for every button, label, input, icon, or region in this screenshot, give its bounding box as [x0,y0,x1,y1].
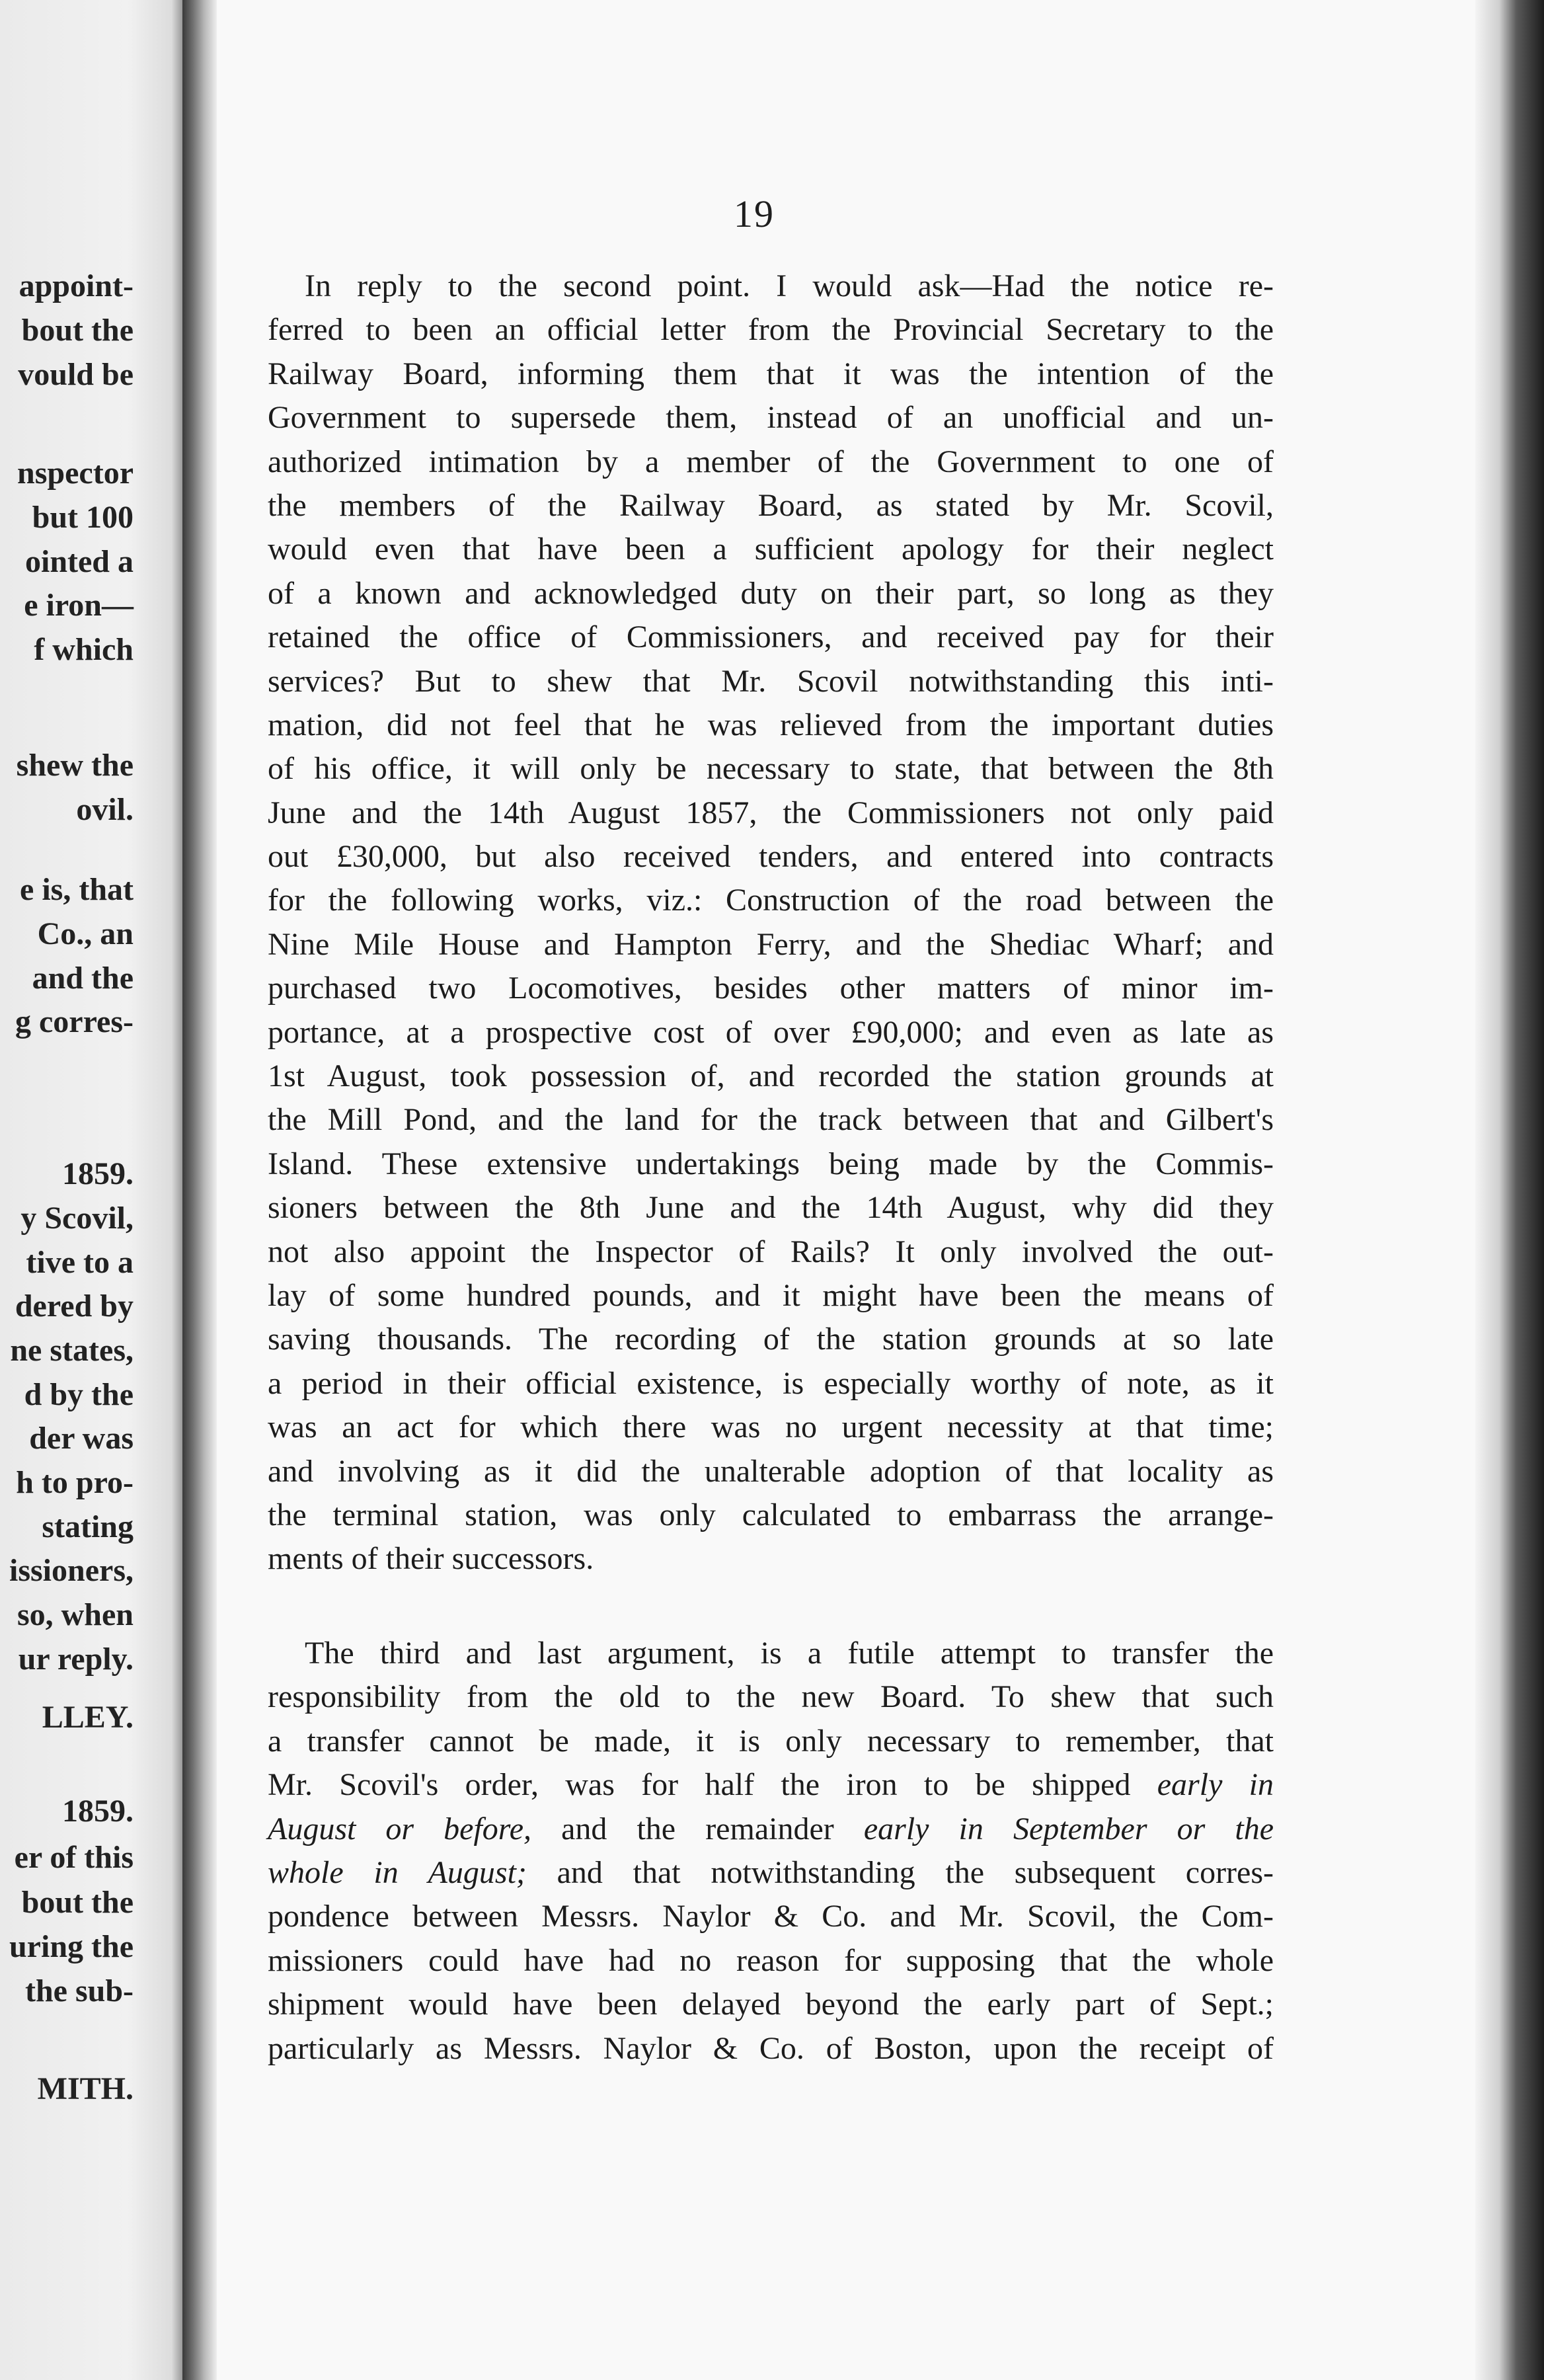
page-number: 19 [734,192,775,235]
right-page-edge [1475,0,1544,2380]
text-line [268,1763,1274,1807]
left-page-line: d by the [24,1377,134,1412]
text-line: a period in their official existence, is especially worthy of note, as it [268,1365,1274,1401]
text-line: of his office, it will only be necessary to state, that between the 8th [268,751,1274,787]
left-page-line: y Scovil, [20,1201,134,1236]
text-line: particularly as Messrs. Naylor & Co. of Boston, upon the receipt of [268,2030,1274,2066]
text-line: portance, at a prospective cost of over £90,000; and even as late as [268,1014,1274,1050]
text-line [268,1851,1274,1895]
text-line: authorized intimation by a member of the Government to one of [268,444,1274,479]
left-page-line: er of this [14,1840,134,1875]
text-line: lay of some hundred pounds, and it might have been the means of [268,1277,1274,1313]
text-line: ferred to been an official letter from the Provincial Secretary to the [268,312,1274,348]
text-line: June and the 14th August 1857, the Commissioners not only paid [268,795,1274,830]
text-line: retained the office of Commissioners, and received pay for their [268,619,1274,655]
text-line: Railway Board, informing them that it was the intention of the [268,356,1274,391]
text-line: of a known and acknowledged duty on their part, so long as they [268,575,1274,611]
italic-run: August or before, [268,1811,532,1846]
left-page-line: stating [42,1509,134,1544]
left-page-line: der was [29,1421,134,1456]
left-page-line: appoint- [19,268,134,303]
left-page-line: issioners, [9,1553,134,1588]
text-line: the members of the Railway Board, as stated by Mr. Scovil, [268,487,1274,523]
text-line: shipment would have been delayed beyond the early part of Sept.; [268,1987,1274,2022]
paragraph-third-argument [268,1632,1274,2071]
text-line: and involving as it did the unalterable adoption of that locality as [268,1453,1274,1489]
left-page-line: ur reply. [18,1642,134,1677]
text-line [268,1807,1274,1851]
left-page-line: uring the [9,1929,134,1964]
left-page-line: tive to a [26,1245,134,1280]
left-page-line: 1859. [62,1156,134,1191]
left-page-line: LLEY. [42,1700,134,1735]
text-line: 1st August, took possession of, and recorded the station grounds at [268,1058,1274,1094]
text-line: pondence between Messrs. Naylor & Co. and Mr. Scovil, the Com- [268,1899,1274,1934]
text-line: In reply to the second point. I would ask—Had the notice re- [305,268,1274,303]
text-line: the terminal station, was only calculated to embarrass the arrange- [268,1497,1274,1532]
paragraph-second-point [268,264,1274,1581]
italic-run: whole in August; [268,1854,527,1890]
book-gutter [182,0,217,2380]
text-line: missioners could have had no reason for supposing that the whole [268,1942,1274,1978]
left-page-line: but 100 [32,500,134,535]
left-page-line: so, when [17,1597,134,1632]
left-page-line: vould be [18,357,134,392]
text-line: Nine Mile House and Hampton Ferry, and the Shediac Wharf; and [268,926,1274,962]
text-run: and that notwithstanding the subsequent corres- [526,1854,1274,1890]
left-page-line: bout the [21,1885,134,1920]
left-page-line: ovil. [76,792,134,827]
text-run: Mr. Scovil's order, was for half the iron to be shipped [268,1767,1157,1803]
text-line: Island. These extensive undertakings being made by the Commis- [268,1146,1274,1181]
text-line: the Mill Pond, and the land for the track between that and Gilbert's [268,1102,1274,1138]
text-line: saving thousands. The recording of the station grounds at so late [268,1322,1274,1357]
text-line: out £30,000, but also received tenders, and entered into contracts [268,839,1274,875]
left-page-line: f which [34,632,134,667]
italic-run: early in [1157,1767,1274,1803]
left-page-line: MITH. [37,2071,134,2106]
text-line: for the following works, viz.: Construction of the road between the [268,883,1274,918]
left-page-line: and the [32,961,134,996]
text-line: would even that have been a sufficient apology for their neglect [268,532,1274,567]
left-page-line: e iron— [24,588,134,623]
text-line: services? But to shew that Mr. Scovil notwithstanding this inti- [268,663,1274,699]
text-line: not also appoint the Inspector of Rails? It only involved the out- [268,1234,1274,1269]
text-line: Government to supersede them, instead of an unofficial and un- [268,400,1274,436]
left-page-line: ne states, [10,1333,134,1368]
left-page-line: bout the [21,313,134,348]
left-page-line: 1859. [62,1794,134,1829]
left-page-line: e is, that [20,872,134,907]
text-line: The third and last argument, is a futile attempt to transfer the [305,1636,1274,1671]
text-line: mation, did not feel that he was relieved from the important duties [268,707,1274,742]
italic-run: early in September or the [863,1811,1274,1846]
text-line: sioners between the 8th June and the 14th August, why did they [268,1190,1274,1226]
left-page-line: dered by [15,1289,134,1324]
text-line: purchased two Locomotives, besides other matters of minor im- [268,971,1274,1006]
left-page-line: shew the [16,748,134,783]
left-page-line: nspector [17,456,134,491]
left-page-line: h to pro- [16,1465,134,1500]
left-page-line: Co., an [37,916,134,951]
left-page-line: the sub- [24,1973,134,2008]
left-page-line: ointed a [24,544,134,579]
text-line: responsibility from the old to the new Board. To shew that such [268,1679,1274,1715]
text-run: and the remainder [531,1811,864,1846]
text-line: a transfer cannot be made, it is only necessary to remember, that [268,1723,1274,1759]
left-page-text-fragments [0,0,182,2380]
left-page-line: g corres- [15,1004,134,1039]
text-line: was an act for which there was no urgent necessity at that time; [268,1409,1274,1445]
text-line: ments of their successors. [268,1541,594,1577]
